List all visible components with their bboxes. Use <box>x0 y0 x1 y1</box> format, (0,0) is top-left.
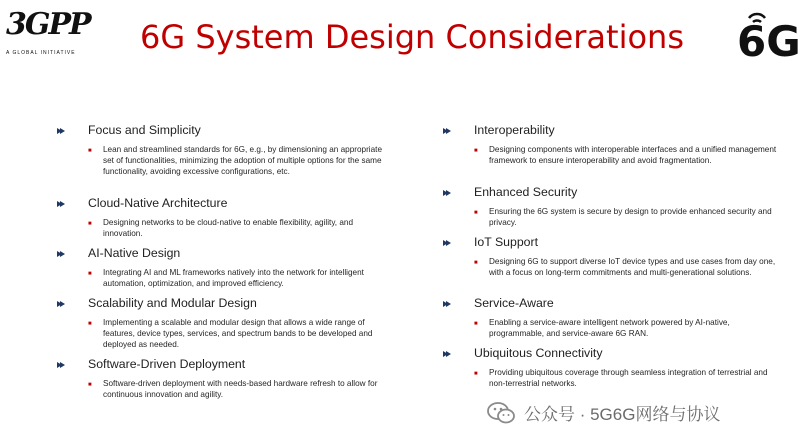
item-body <box>474 144 782 166</box>
square-bullet-icon: ■ <box>88 221 92 227</box>
item-body <box>474 317 782 339</box>
arrow-bullet-icon <box>442 299 452 309</box>
item-body <box>88 378 386 400</box>
arrow-bullet-icon <box>56 249 66 259</box>
item-body <box>474 256 782 278</box>
item-text: Designing 6G to support diverse IoT device types and use cases from day one, with a focus on long-term commitments and multi-generational solutions. <box>489 257 776 277</box>
watermark-text: 公众号 · 5G6G网络与协议 <box>524 405 721 424</box>
3gpp-logo <box>6 7 92 62</box>
item-heading: AI-Native Design <box>88 246 181 260</box>
arrow-bullet-icon <box>442 238 452 248</box>
square-bullet-icon: ■ <box>474 371 478 377</box>
item-heading: Ubiquitous Connectivity <box>474 346 603 360</box>
list-item <box>56 356 386 399</box>
item-text: Ensuring the 6G system is secure by design to provide enhanced security and privacy. <box>489 207 772 227</box>
3gpp-logo-mark: 3GPP <box>6 7 90 42</box>
list-item <box>56 195 386 245</box>
list-item <box>56 122 386 195</box>
list-item <box>56 245 386 295</box>
item-text: Implementing a scalable and modular design that allows a wide range of features, device types, services, and spectrum bands to be developed and deployed as needed. <box>103 318 373 349</box>
item-text: Designing networks to be cloud-native to enable flexibility, agility, and innovation. <box>103 218 354 238</box>
square-bullet-icon: ■ <box>474 210 478 216</box>
arrow-bullet-icon <box>56 126 66 136</box>
square-bullet-icon: ■ <box>88 321 92 327</box>
3gpp-logo-tagline: A GLOBAL INITIATIVE <box>6 50 76 56</box>
item-heading: Enhanced Security <box>474 185 578 199</box>
arrow-bullet-icon <box>442 349 452 359</box>
item-body <box>88 317 386 350</box>
square-bullet-icon: ■ <box>474 260 478 266</box>
item-text: Providing ubiquitous coverage through seamless integration of terrestrial and non-terrestrial networks. <box>489 368 768 388</box>
list-item <box>442 295 782 345</box>
item-heading: IoT Support <box>474 235 539 249</box>
list-item <box>442 122 782 184</box>
item-body <box>88 217 386 239</box>
item-body <box>474 367 782 389</box>
item-heading: Cloud-Native Architecture <box>88 196 228 210</box>
arrow-bullet-icon <box>56 299 66 309</box>
arrow-bullet-icon <box>56 360 66 370</box>
item-heading: Interoperability <box>474 123 555 137</box>
list-item <box>442 234 782 295</box>
arrow-bullet-icon <box>442 126 452 136</box>
item-heading: Scalability and Modular Design <box>88 296 257 310</box>
item-text: Designing components with interoperable interfaces and a unified management framework to ensure interoperability and avoid fragmentation. <box>489 145 777 165</box>
list-item <box>56 295 386 356</box>
wechat-icon <box>486 401 516 425</box>
item-text: Integrating AI and ML frameworks natively into the network for intelligent automation, optimization, and improved efficiency. <box>103 268 364 288</box>
item-heading: Service-Aware <box>474 296 554 310</box>
arrow-bullet-icon <box>442 188 452 198</box>
item-heading: Software-Driven Deployment <box>88 357 246 371</box>
6g-logo-text: 6G <box>737 17 801 62</box>
square-bullet-icon: ■ <box>474 321 478 327</box>
list-item <box>442 345 782 388</box>
wechat-watermark <box>486 400 720 425</box>
item-text: Software-driven deployment with needs-based hardware refresh to allow for continuous innovation and agility. <box>103 379 378 399</box>
item-body <box>474 206 782 228</box>
item-text: Lean and streamlined standards for 6G, e.g., by dimensioning an appropriate set of functionalities, minimizing the adoption of multiple options for the same functionality, avoiding excessive configurations, etc. <box>103 145 383 176</box>
arrow-bullet-icon <box>56 199 66 209</box>
item-heading: Focus and Simplicity <box>88 123 201 137</box>
left-column <box>56 122 386 399</box>
item-body <box>88 267 386 289</box>
square-bullet-icon: ■ <box>474 148 478 154</box>
list-item <box>442 184 782 234</box>
item-text: Enabling a service-aware intelligent network powered by AI-native, programmable, and service-aware 6G RAN. <box>489 318 730 338</box>
page-title: 6G System Design Considerations <box>140 18 684 56</box>
right-column <box>442 122 782 388</box>
square-bullet-icon: ■ <box>88 271 92 277</box>
square-bullet-icon: ■ <box>88 382 92 388</box>
square-bullet-icon: ■ <box>88 148 92 154</box>
6g-logo <box>735 12 805 62</box>
item-body <box>88 144 386 177</box>
